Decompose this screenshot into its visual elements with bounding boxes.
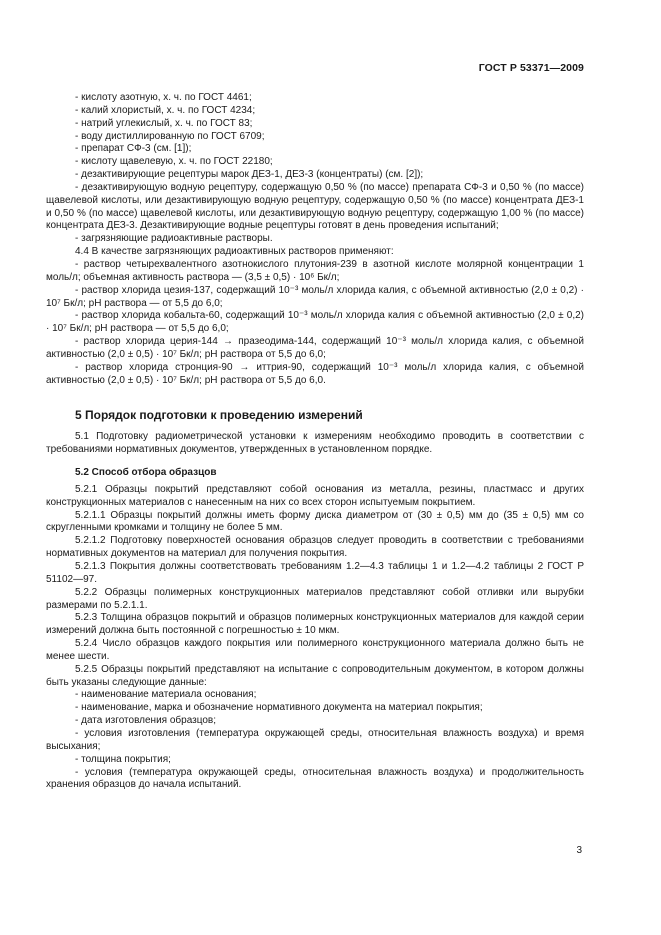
list-item: - дезактивирующую водную рецептуру, содержащую 0,50 % (по массе) препарата СФ-3 и 0,50 % (по массе) щавелевой кислоты, или дезактивирующую водную рецептуру, содержащую 0,50 % (по массе) концентрата ДЕЗ-1 и 0,50 % (по массе) щавелевой кислоты, или дезактивирующую водную рецептуру, содержащую 1,00 % (по массе) концентрата ДЕЗ-3. Дезактивирующие водные рецептуры готовят в день проведения испытаний; <box>46 181 584 232</box>
paragraph: 5.2.1.1 Образцы покрытий должны иметь форму диска диаметром от (30 ± 0,5) мм до (35 ± 0,5) мм со скругленными кромками и толщину не более 5 мм. <box>46 509 584 534</box>
standard-code: ГОСТ Р 53371—2009 <box>478 62 584 74</box>
list-item: - дата изготовления образцов; <box>75 715 216 727</box>
list-item: - воду дистиллированную по ГОСТ 6709; <box>75 130 265 142</box>
list-item: - условия изготовления (температура окружающей среды, относительная влажность воздуха) и время высыхания; <box>46 727 584 752</box>
list-item: - раствор четырехвалентного азотнокислого плутония-239 в азотной кислоте молярной концентрации 1 моль/л; объемная активность раствора — (3,5 ± 0,5) · 10⁶ Бк/л; <box>46 258 584 283</box>
page-number: 3 <box>576 845 582 856</box>
section-4-4-intro: 4.4 В качестве загрязняющих радиоактивных растворов применяют: <box>75 246 394 258</box>
page-content <box>46 92 584 792</box>
list-item: - наименование, марка и обозначение нормативного документа на материал покрытия; <box>75 702 483 714</box>
list-item: - кислоту щавелевую, х. ч. по ГОСТ 22180; <box>75 156 273 168</box>
list-item: - раствор хлорида кобальта-60, содержащий 10⁻³ моль/л хлорида калия с объемной активностью (2,0 ± 0,2) · 10⁷ Бк/л; pH раствора — от 5,5 до 6,0; <box>46 310 584 335</box>
paragraph: 5.2.1 Образцы покрытий представляют собой основания из металла, резины, пластмасс и других конструкционных материалов с нанесенным на них со всех сторон испытуемым покрытием. <box>46 483 584 508</box>
paragraph: 5.2.2 Образцы полимерных конструкционных материалов представляют собой отливки или вырубки размерами по 5.2.1.1. <box>46 586 584 611</box>
paragraph: 5.2.3 Толщина образцов покрытий и образцов полимерных конструкционных материалов для каждой серии измерений должна быть постоянной с погрешностью ± 10 мкм. <box>46 612 584 637</box>
list-item: - натрий углекислый, х. ч. по ГОСТ 83; <box>75 117 253 129</box>
paragraph: 5.2.4 Число образцов каждого покрытия или полимерного конструкционного материала должно быть не менее шести. <box>46 638 584 662</box>
list-item: - дезактивирующие рецептуры марок ДЕЗ-1, ДЕЗ-3 (концентраты) (см. [2]); <box>75 169 424 181</box>
subsection-5-2-heading: 5.2 Способ отбора образцов <box>75 467 217 479</box>
list-item: - загрязняющие радиоактивные растворы. <box>75 233 273 245</box>
paragraph-5-1: 5.1 Подготовку радиометрической установки к измерениям необходимо проводить в соответствии с требованиями нормативных документов, утвержденных в установленном порядке. <box>46 431 584 456</box>
list-item: - наименование материала основания; <box>75 689 257 701</box>
list-item: - раствор хлорида стронция-90 → иттрия-90, содержащий 10⁻³ моль/л хлорида калия, с объемной активностью (2,0 ± 0,5) · 10⁷ Бк/л; pH раствора от 5,5 до 6,0. <box>46 361 584 386</box>
list-item: - кислоту азотную, х. ч. по ГОСТ 4461; <box>75 92 252 103</box>
list-item: - раствор хлорида цезия-137, содержащий 10⁻³ моль/л хлорида калия, с объемной активностью (2,0 ± 0,2) · 10⁷ Бк/л; pH раствора — от 5,5 до 6,0; <box>46 284 584 309</box>
list-item: - препарат СФ-3 (см. [1]); <box>75 143 192 155</box>
list-item: - толщина покрытия; <box>75 753 171 765</box>
paragraph: 5.2.5 Образцы покрытий представляют на испытание с сопроводительным документом, в котором должны быть указаны следующие данные: <box>46 663 584 688</box>
list-item: - условия (температура окружающей среды, относительная влажность воздуха) и продолжительность хранения образцов до начала испытаний. <box>46 766 584 791</box>
paragraph: 5.2.1.3 Покрытия должны соответствовать требованиям 1.2—4.3 таблицы 1 и 1.2—4.2 таблицы 2 ГОСТ Р 51102—97. <box>46 561 584 585</box>
section-5-heading: 5 Порядок подготовки к проведению измерений <box>75 408 363 423</box>
list-item: - калий хлористый, х. ч. по ГОСТ 4234; <box>75 104 256 116</box>
list-item: - раствор хлорида церия-144 → празеодима-144, содержащий 10⁻³ моль/л хлорида калия, с объемной активностью (2,0 ± 0,5) · 10⁷ Бк/л; pH раствора от 5,5 до 6,0; <box>46 336 584 360</box>
paragraph: 5.2.1.2 Подготовку поверхностей основания образцов следует проводить в соответствии с требованиями нормативных документов на материал для получения покрытия. <box>46 535 584 560</box>
